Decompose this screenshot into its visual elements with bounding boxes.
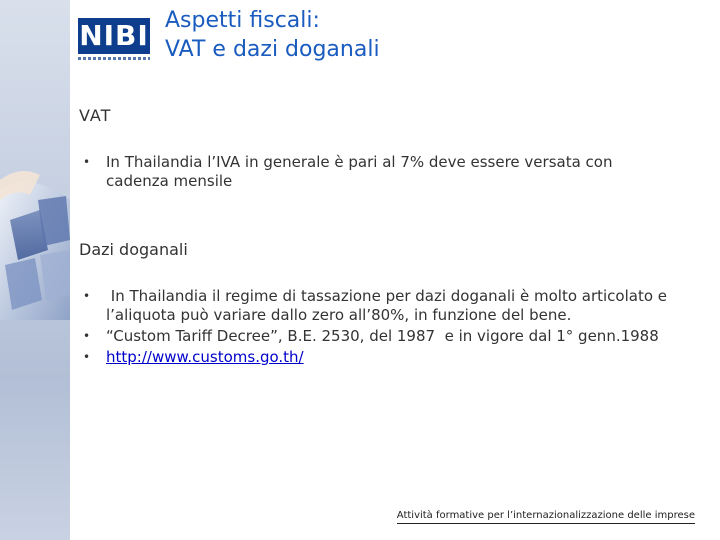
bullet-icon: • <box>83 350 91 364</box>
list-item <box>79 348 669 367</box>
vat-bullet-list <box>79 153 669 191</box>
logo-text: NIBI <box>79 19 149 52</box>
list-item <box>79 153 669 191</box>
bullet-icon: • <box>83 329 91 343</box>
list-item-text: In Thailandia l’IVA in generale è pari al 7% deve essere versata con cadenza mensile <box>106 153 613 190</box>
list-item-text: “Custom Tariff Decree”, B.E. 2530, del 1987 e in vigore dal 1° genn.1988 <box>106 327 659 345</box>
dazi-bullet-list <box>79 287 672 369</box>
nibi-logo <box>78 18 150 60</box>
list-item-text: In Thailandia il regime di tassazione per dazi doganali è molto articolato e l’aliquota può variare dallo zero all’80%, in funzione del bene. <box>106 287 672 324</box>
title-line-1: Aspetti fiscali: <box>165 8 320 33</box>
vat-heading: VAT <box>79 106 112 125</box>
footer-text: Attività formative per l’internazionalizzazione delle imprese <box>397 510 695 524</box>
list-item <box>79 287 672 325</box>
customs-website-link[interactable]: http://www.customs.go.th/ <box>106 348 304 366</box>
list-item <box>79 327 669 346</box>
slide-title <box>165 6 685 64</box>
bullet-icon: • <box>83 289 91 303</box>
title-line-2: VAT e dazi doganali <box>165 37 380 62</box>
decorative-graphic <box>0 160 70 320</box>
decorative-side-band <box>0 0 70 540</box>
logo-tagline-decoration <box>78 57 150 60</box>
dazi-heading: Dazi doganali <box>79 240 188 259</box>
bullet-icon: • <box>83 155 91 169</box>
